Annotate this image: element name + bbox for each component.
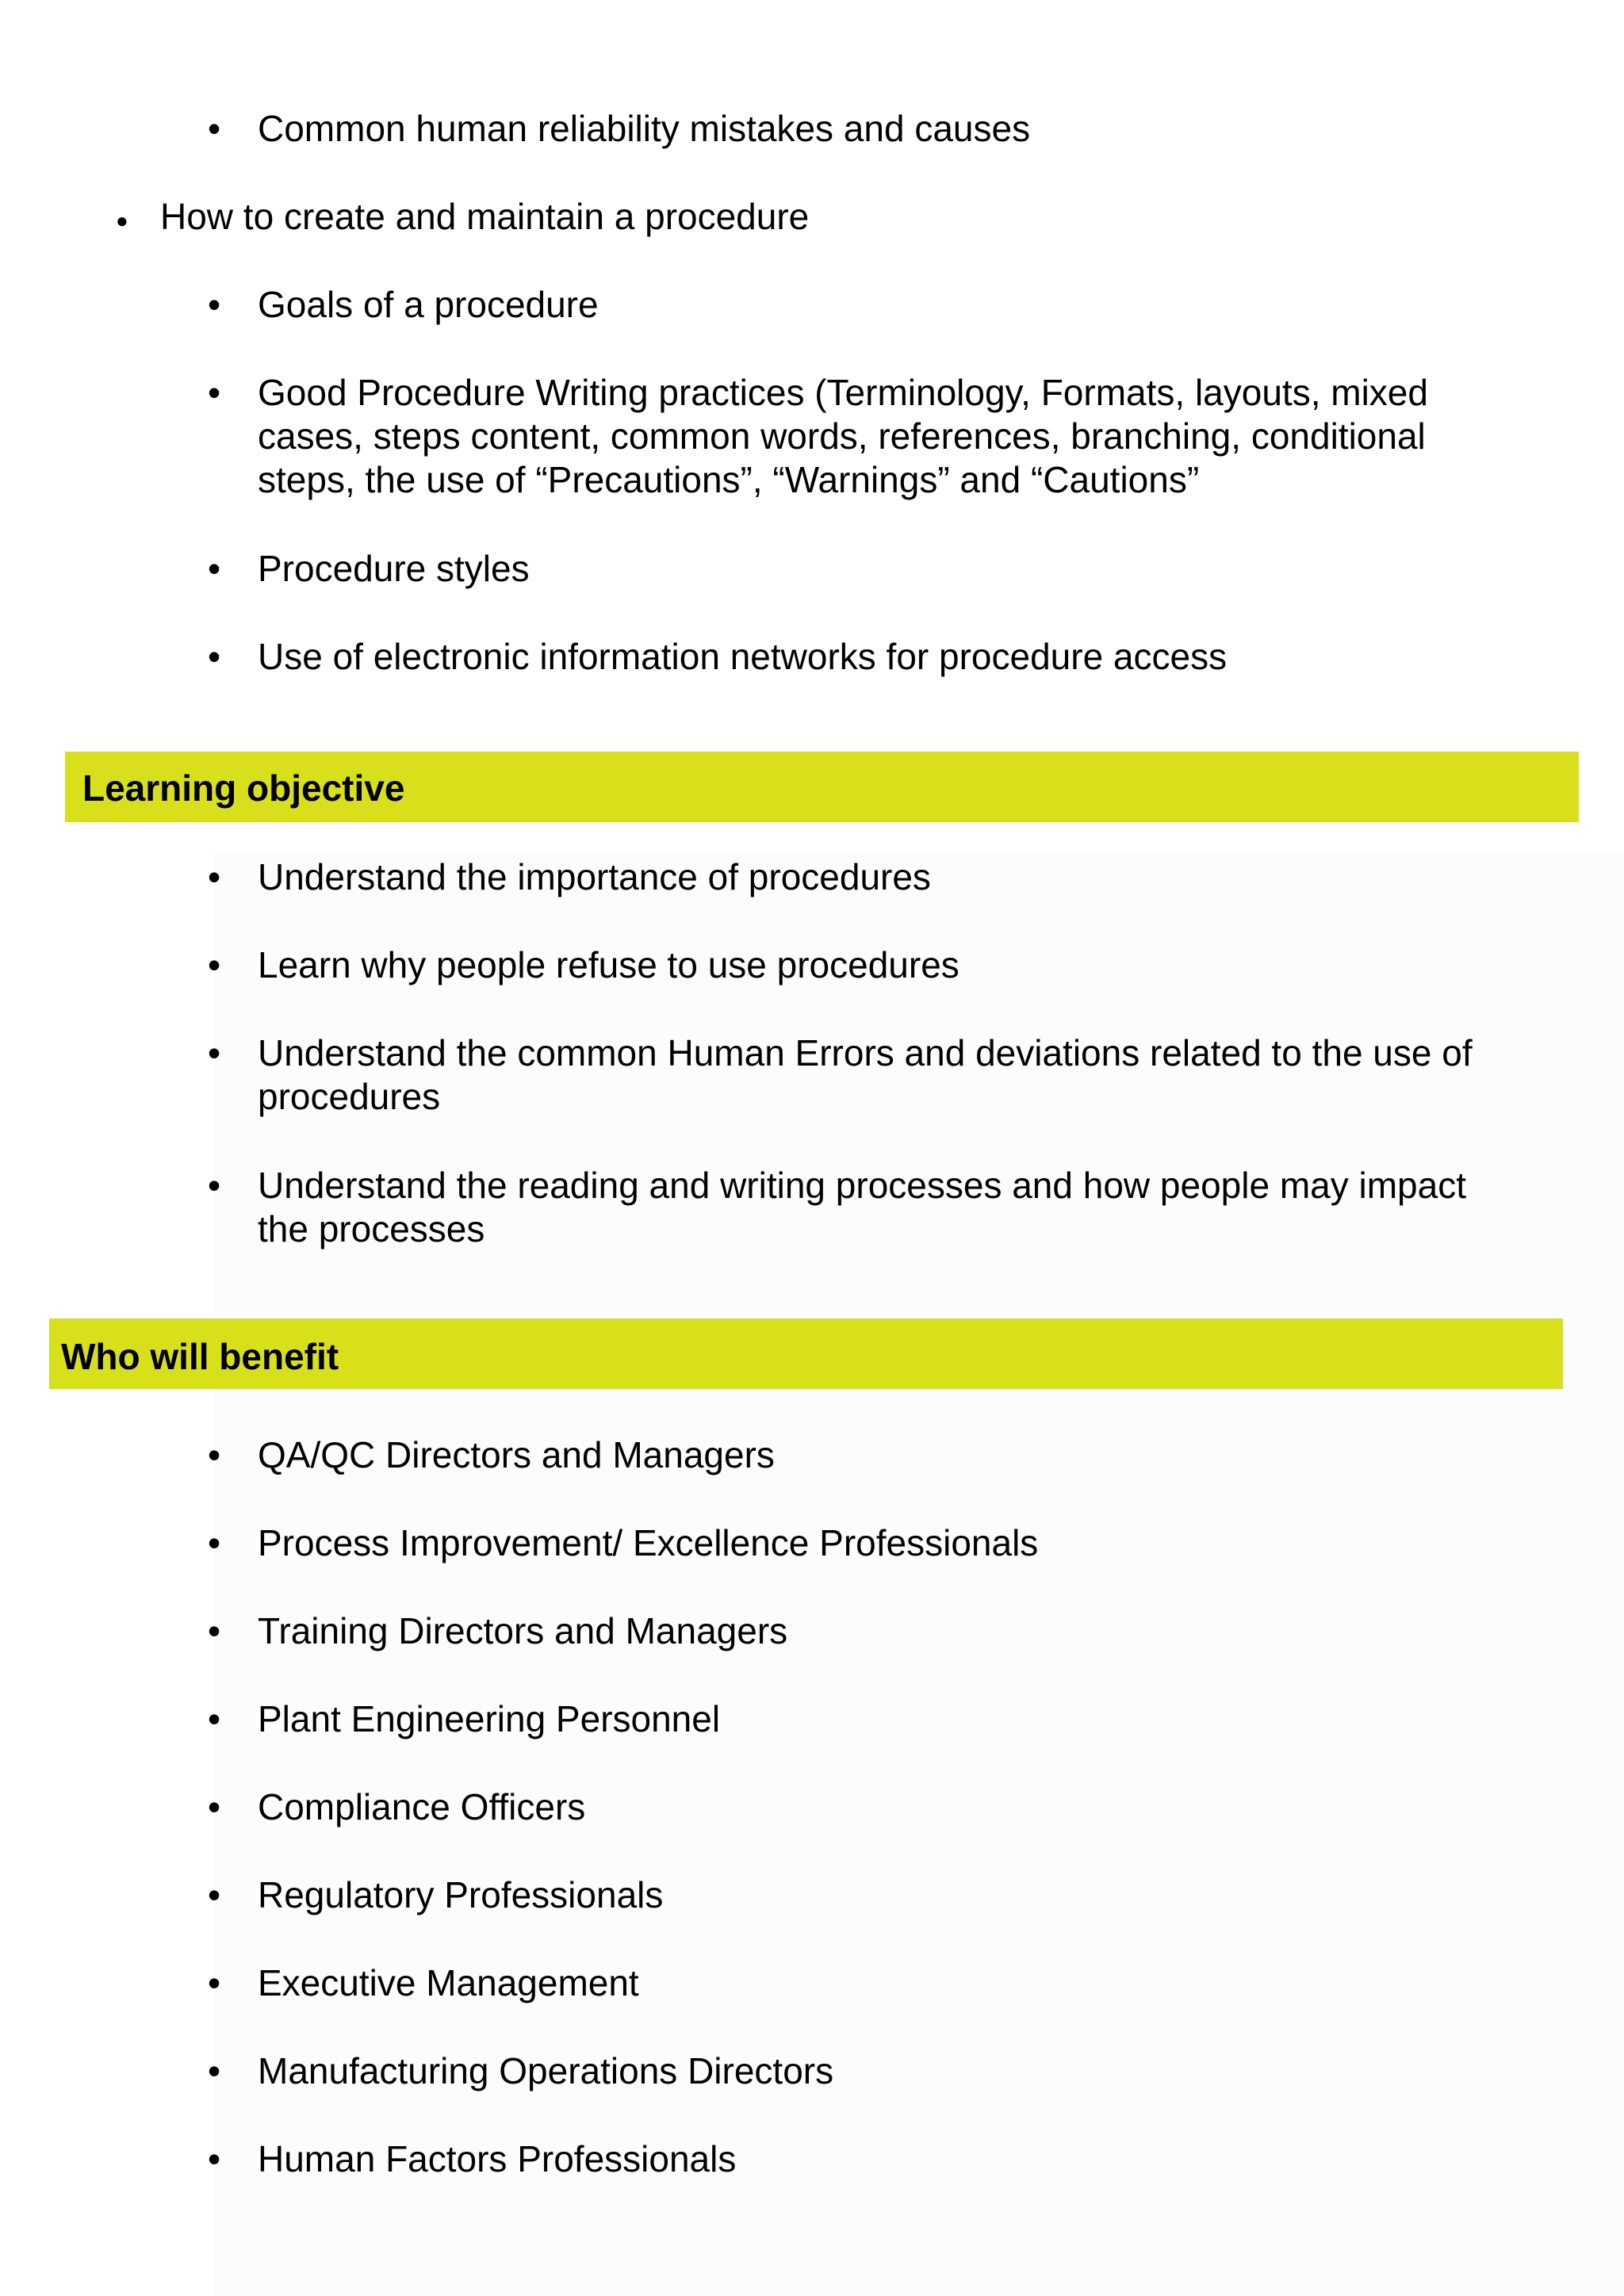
bullet-icon: • — [208, 284, 221, 325]
bullet-icon: • — [208, 1874, 221, 1915]
who-will-benefit-heading: Who will benefit — [61, 1336, 339, 1377]
list-item: Common human reliability mistakes and causes — [258, 108, 1031, 149]
list-item: Learn why people refuse to use procedures — [258, 944, 959, 985]
list-item: Understand the importance of procedures — [258, 856, 931, 897]
list-item: Process Improvement/ Excellence Professionals — [258, 1522, 1039, 1563]
list-item: Manufacturing Operations Directors — [258, 2050, 834, 2091]
list-item: How to create and maintain a procedure — [160, 196, 810, 237]
list-item: Executive Management — [258, 1962, 639, 2003]
bullet-icon: • — [208, 1165, 221, 1206]
list-item: Regulatory Professionals — [258, 1874, 664, 1915]
list-item: Use of electronic information networks for procedure access — [258, 636, 1228, 677]
list-item: QA/QC Directors and Managers — [258, 1434, 775, 1475]
bullet-icon: • — [208, 1434, 221, 1475]
bullet-icon: • — [208, 1962, 221, 2003]
list-item: Understand the common Human Errors and deviations related to the use of — [258, 1032, 1473, 1073]
list-item: Goals of a procedure — [258, 284, 599, 325]
learning-objective-heading: Learning objective — [82, 767, 405, 809]
list-item: Procedure styles — [258, 548, 530, 589]
bullet-icon: • — [208, 108, 221, 149]
list-item: Plant Engineering Personnel — [258, 1698, 721, 1739]
list-item-continuation: procedures — [258, 1076, 441, 1117]
list-item-continuation: cases, steps content, common words, references, branching, conditional — [258, 415, 1426, 457]
bullet-icon: • — [208, 2050, 221, 2091]
bullet-icon: • — [208, 548, 221, 589]
bullet-icon: • — [208, 856, 221, 897]
bullet-icon: • — [208, 944, 221, 985]
list-item-continuation: the processes — [258, 1208, 485, 1249]
main-bullet-icon: ● — [116, 209, 128, 232]
bullet-icon: • — [208, 1032, 221, 1073]
bullet-icon: • — [208, 1610, 221, 1651]
bullet-icon: • — [208, 1786, 221, 1827]
bullet-icon: • — [208, 372, 221, 413]
list-item-continuation: steps, the use of “Precautions”, “Warnings” and “Cautions” — [258, 459, 1200, 500]
list-item: Understand the reading and writing processes and how people may impact — [258, 1165, 1466, 1206]
list-item: Human Factors Professionals — [258, 2138, 737, 2179]
list-item: Training Directors and Managers — [258, 1610, 788, 1651]
list-item: Compliance Officers — [258, 1786, 586, 1827]
bullet-icon: • — [208, 1522, 221, 1563]
bullet-icon: • — [208, 636, 221, 677]
bullet-icon: • — [208, 1698, 221, 1739]
list-item: Good Procedure Writing practices (Terminology, Formats, layouts, mixed — [258, 372, 1428, 413]
bullet-icon: • — [208, 2138, 221, 2179]
